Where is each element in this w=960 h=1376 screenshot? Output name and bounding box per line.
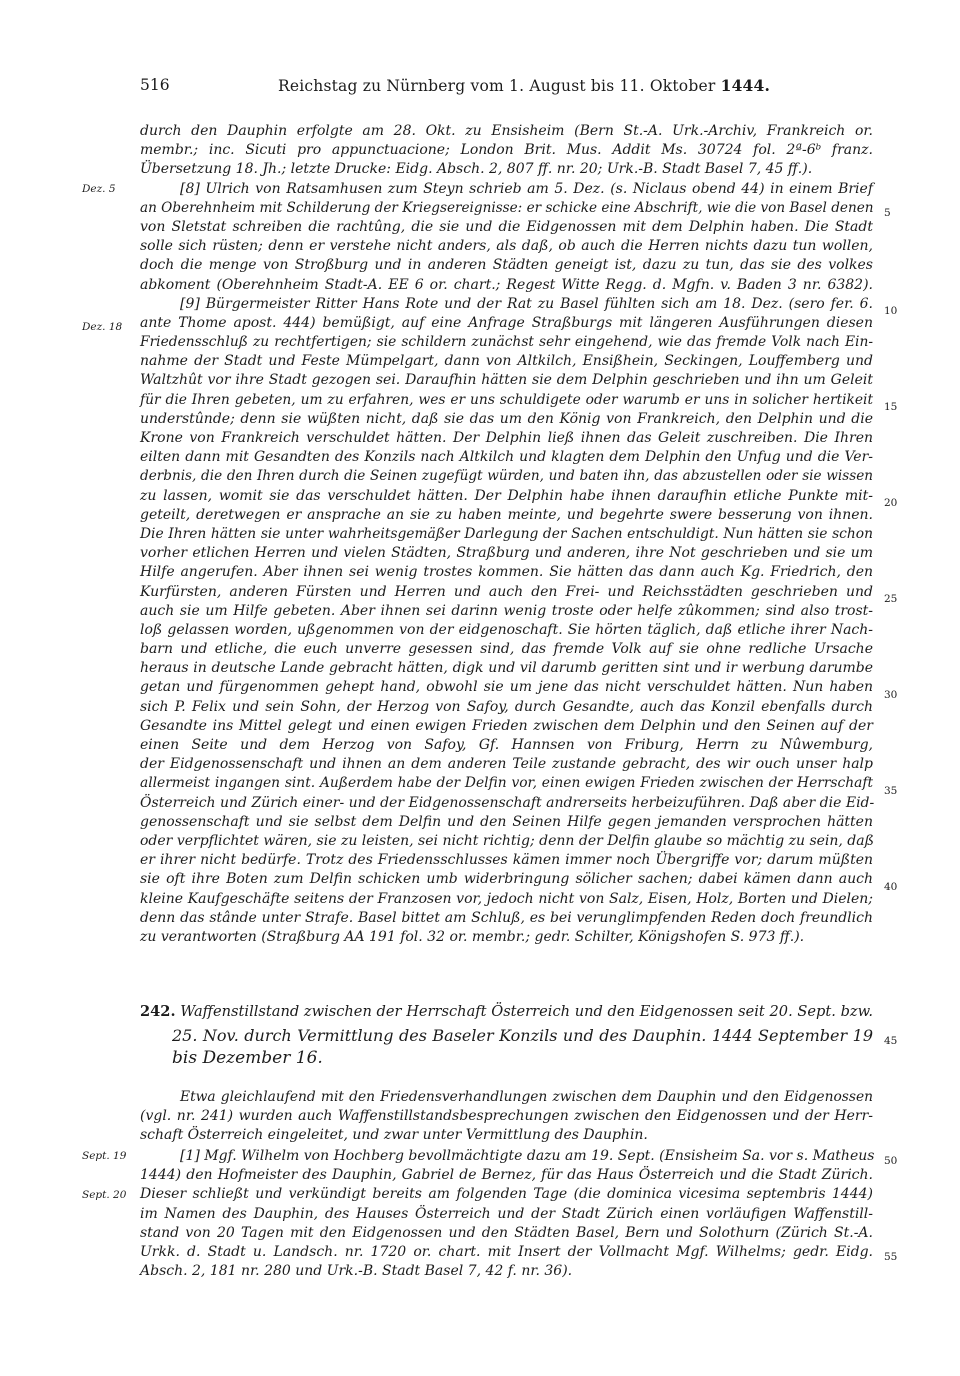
section-title-text: Waffenstillstand zwischen der Herrschaft Österreich und den Eidgenossen seit 20. Sept. bzw. (180, 1003, 873, 1020)
section-title-line: 25. Nov. durch Vermittlung des Baseler Konzils und des Dauphin. 1444 September 19 (172, 1025, 873, 1045)
text-line: Österreich und Zürich einer- und der Eidgenossenschaft andrerseits herbeizuführen. Daß aber die Eid- (140, 794, 875, 811)
margin-date-dez5: Dez. 5 (82, 183, 116, 195)
text-line: heraus in deutsche Lande gebracht hätten, digk und vil darumb geritten sint und ir werbung darumbe (140, 660, 873, 677)
text-line: oder verpflichtet wären, sie zu leisten, sei nicht richtig; denn der Delfin glaube so mächtig zu sein, daß (140, 832, 874, 849)
text-line: Gesandte ins Mittel gelegt und einen ewigen Frieden zwischen dem Delphin und den Seinen auf der (140, 717, 873, 734)
text-line: ante Thome apost. 444) bemüßigt, auf eine Anfrage Straßburgs mit längeren Ausführungen diesen (140, 314, 873, 331)
text-line: durch den Dauphin erfolgte am 28. Okt. zu Ensisheim (Bern St.-A. Urk.-Archiv, Frankreich or. (140, 123, 873, 139)
text-line: geteilt, deretwegen er ansprache an sie zu haben meinte, und begehrte swere besserung von ihnen. (140, 506, 873, 523)
text-line: von Sletstat schreiben die rachtûng, die sie und die Eidgenossen mit dem Delphin haben. Die Stadt (140, 218, 873, 235)
text-line: einen Seite und dem Herzog von Safoy, Gf. Hannsen von Friburg, Herrn zu Nûwemburg, (140, 737, 873, 753)
section-heading (140, 1000, 873, 1071)
text-line: derbnis, die den Ihren durch die Seinen zugefügt würden, und baten ihn, das abzustellen oder sie wissen (140, 468, 873, 485)
text-line: der Eidgenossenschaft und ihnen an dem anderen Teile zustande gebracht, des wir ouch unser halp (140, 756, 873, 773)
text-line: Dieser schließt und verkündigt bereits am folgenden Tage (die dominica vicesima septembris 1444) (140, 1186, 873, 1203)
text-line: [9] Bürgermeister Ritter Hans Rote und der Rat zu Basel fühlten sich am 18. Dez. (sero fer. 6. (180, 295, 873, 312)
text-line: membr.; inc. Sicuti pro appunctuacione; London Brit. Mus. Addit Ms. 30724 fol. 2ª-6ᵇ franz. (140, 142, 873, 159)
text-line: sich P. Felix und sein Sohn, der Herzog von Safoy, durch Gesandte, auch das Konzil ebenfalls durch (140, 698, 873, 715)
introduction-block (140, 1088, 873, 1146)
text-line: Die Ihren hätten sie unter wahrheitsgemäßer Darlegung der Sachen entschuldigt. Nun hätten sie schon (140, 525, 873, 542)
text-line: schaft Österreich eingeleitet, und zwar unter Vermittlung des Dauphin. (140, 1127, 648, 1144)
text-line: solle sich rüsten; denn er verstehe nicht anders, als daß, ob auch die Herren nichts dazu tun wollen, (140, 238, 873, 255)
line-number: 40 (884, 881, 898, 893)
line-number: 5 (884, 207, 891, 219)
text-line: im Namen des Dauphin, des Hauses Österreich und der Stadt Zürich einen vorläufigen Waffenstill- (140, 1205, 873, 1222)
text-line: Kurfürsten, anderen Fürsten und Herren und auch den Frei- und Reichsstädten geschrieben und (140, 583, 873, 600)
section-title-line (140, 1000, 873, 1024)
running-title-year: 1444. (720, 76, 771, 95)
text-line: Etwa gleichlaufend mit den Friedensverhandlungen zwischen dem Dauphin und den Eidgenossen (180, 1089, 873, 1105)
line-number: 55 (884, 1251, 898, 1263)
line-number: 45 (884, 1035, 898, 1047)
text-line: auch sie um Hilfe gebeten. Aber ihnen sei darinn wenig troste oder helfe zûkommen; sind also trost- (140, 602, 873, 619)
section-title-line: bis Dezember 16. (172, 1048, 323, 1068)
section-number: 242. (140, 1003, 176, 1020)
commentary-block-1 (140, 122, 873, 947)
line-number: 10 (884, 305, 898, 317)
text-line: zu lassen, womit sie das verschuldet hätten. Der Delphin habe ihnen daraufhin etliche Punkte mit- (140, 487, 873, 504)
margin-date-dez18: Dez. 18 (82, 321, 123, 333)
commentary-block-2 (140, 1147, 873, 1281)
text-line: Waltzhût vor ihre Stadt gezogen sei. Daraufhin hätten sie dem Delphin geschrieben und ihn um Geleit (140, 372, 873, 389)
text-line: für die Ihren gebeten, um zu erfahren, wes er uns schuldigete oder warumb er uns in solicher hertikeit (140, 391, 873, 408)
text-line: (vgl. nr. 241) wurden auch Waffenstillstandsbesprechungen zwischen den Eidgenossen und der Herr- (140, 1108, 873, 1125)
text-line: Friedensschluß zu rechtfertigen; sie schildern zunächst sehr eingehend, wie das fremde Volk nach Ein- (140, 334, 873, 351)
text-line: denn das stânde unter Strafe. Basel bittet am Schluß, es bei verunglimpfenden Reden doch freundlich (140, 909, 873, 926)
line-number: 20 (884, 497, 898, 509)
text-line: understûnde; denn sie wüßten nicht, daß sie das um den König von Frankreich, den Delphin und die (140, 410, 873, 427)
text-line: kleine Kaufgeschäfte seitens der Franzosen vor, jedoch nicht von Salz, Eisen, Holz, Borten und Dielen; (140, 890, 873, 907)
text-line: eilten dann mit Gesandten des Konzils nach Altkilch und klagten dem Delphin den Unfug und die Ver- (140, 449, 873, 466)
margin-date-sept20: Sept. 20 (82, 1189, 127, 1201)
text-line: barn und etliche, die euch unverre gesessen sind, das fremde Volk auf sie ohne redliche Ursache (140, 641, 873, 658)
text-line: loß gelassen worden, ußgenommen von der eidgenoschaft. Sie hörten täglich, daß etliche ihrer Nach- (140, 621, 873, 638)
text-line: vorher etlichen Herren und vielen Städten, Straßburg und anderen, ihre Not geschrieben und sie um (140, 545, 873, 562)
text-line: Übersetzung 18. Jh.; letzte Drucke: Eidg. Absch. 2, 807 ff. nr. 20; Urk.-B. Stadt Basel 7, 45 ff.). (140, 161, 813, 178)
line-number: 35 (884, 785, 898, 797)
text-line: Hilfe angerufen. Aber ihnen sei wenig trostes kommen. Sie hätten das dann auch Kg. Friedrich, den (140, 564, 873, 581)
text-line: sie oft ihre Boten zum Delfin schicken umb widerbringung sölicher sachen; dabei kämen dann auch (140, 871, 873, 888)
text-line: nahme der Stadt und Feste Mümpelgart, dann von Altkilch, Ensißhein, Seckingen, Louffemberg und (140, 353, 873, 370)
running-title (278, 76, 770, 95)
line-number: 25 (884, 593, 898, 605)
running-title-text: Reichstag zu Nürnberg vom 1. August bis 11. Oktober (278, 77, 716, 95)
page-number: 516 (140, 76, 170, 94)
text-line: an Oberehnheim mit Schilderung der Kriegsereignisse: er schicke eine Abschrift, wie die von Basel denen (140, 199, 874, 216)
page-header (140, 76, 875, 98)
text-line: Krone von Frankreich verschuldet hätten. Der Delphin ließ ihnen das Geleit zuschreiben. Die Ihren (140, 430, 873, 446)
text-line: er ihrer nicht bedürfe. Trotz des Friedensschlusses kämen immer noch Übergriffe vor; darum müßten (140, 852, 873, 869)
text-line: [8] Ulrich von Ratsamhusen zum Steyn schrieb am 5. Dez. (s. Niclaus obend 44) in einem Brief (180, 180, 873, 197)
line-number: 50 (884, 1155, 898, 1167)
text-line: genossenschaft und sie selbst dem Delfin und den Seinen Hilfe gegen jemanden versprochen hätten (140, 813, 873, 830)
text-line: doch die menge von Stroßburg und in anderen Städten geneigt ist, dazu zu tun, das sie des volkes (140, 257, 873, 274)
margin-date-sept19: Sept. 19 (82, 1150, 127, 1162)
text-line: getan und fürgenommen gehept hand, obwohl sie um jene das nicht verschuldet hätten. Nun haben (140, 679, 873, 696)
text-line: allermeist ingangen sint. Außerdem habe der Delfin vor, einen ewigen Frieden zwischen der Herrschaft (140, 775, 873, 792)
text-line: abkoment (Oberehnheim Stadt-A. EE 6 or. chart.; Regest Witte Regg. d. Mgfn. v. Baden 3 nr. 6382). (140, 276, 873, 293)
text-line: Absch. 2, 181 nr. 280 und Urk.-B. Stadt Basel 7, 42 f. nr. 36). (140, 1263, 573, 1280)
text-line: [1] Mgf. Wilhelm von Hochberg bevollmächtigte dazu am 19. Sept. (Ensisheim Sa. vor s. Matheus (180, 1148, 875, 1164)
text-line: stand von 20 Tagen mit den Eidgenossen und den Städten Basel, Bern und Solothurn (Zürich St.-A. (140, 1224, 873, 1241)
line-number: 30 (884, 689, 898, 701)
text-line: Urkk. d. Stadt u. Landsch. nr. 1720 or. chart. mit Insert der Vollmacht Mgf. Wilhelms; gedr. Eidg. (140, 1243, 873, 1260)
text-line: zu verantworten (Straßburg AA 191 fol. 32 or. membr.; gedr. Schilter, Königshofen S. 973 ff.). (140, 928, 805, 945)
text-line: 1444) den Hofmeister des Dauphin, Gabriel de Bernez, für das Haus Österreich und die Stadt Zürich. (140, 1167, 873, 1184)
line-number: 15 (884, 401, 898, 413)
